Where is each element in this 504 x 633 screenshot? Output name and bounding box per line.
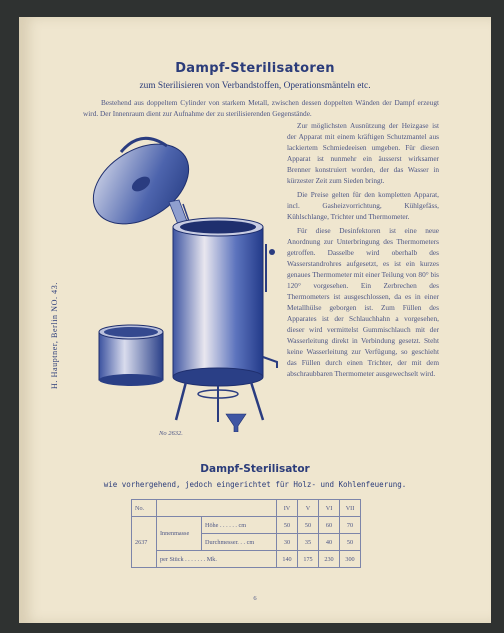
article-number: 2637 [132, 517, 157, 568]
row-label: Höhe . . . . . . cm [202, 517, 277, 534]
table-cell: 40 [319, 534, 340, 551]
column-header: VII [340, 500, 361, 517]
row-label: per Stück . . . . . . . Mk. [157, 551, 277, 568]
description-paragraph: Für diese Desinfektoren ist eine neue Anordnung zur Unterbringung des Thermometers getroffen. Dasselbe wird oberhalb des Wasserstandrohres aufgesetzt, es ist ein kurzes genaues Thermometer mit einer Teilung von 80° bis 120° vorgesehen. Ein Zerbrechen des Thermometers ist ausgeschlossen, da es in einer Metallhülse geborgen ist. Zum Füllen des Apparates ist der Schlauchhahn a vorgesehen, dieser wird vermittelst Gummischlauch mit der Wasserleitung direkt in Verbindung gesetzt. Steht keine Wasserleitung zur Verfügung, so geschieht das Füllen durch einen Trichter, der mit dem abschraubbaren Thermometer ausgewechselt wird. [287, 226, 439, 378]
catalog-page [19, 17, 491, 623]
table-header-row [132, 500, 361, 517]
table-cell: 70 [340, 517, 361, 534]
header-blank [157, 500, 277, 517]
table-cell: 30 [277, 534, 298, 551]
table-cell: 50 [298, 517, 319, 534]
section-title: Dampf-Sterilisator [200, 463, 310, 475]
publisher-side-label: H. Hauptner, Berlin NO. 43. [50, 282, 59, 389]
group-label: Innenmasse [157, 517, 202, 551]
column-header: V [298, 500, 319, 517]
table-cell: 35 [298, 534, 319, 551]
page-subtitle: zum Sterilisieren von Verbandstoffen, Operationsmänteln etc. [139, 81, 371, 91]
column-header: VI [319, 500, 340, 517]
description-column [287, 120, 439, 379]
row-label: Durchmesser. . . cm [202, 534, 277, 551]
table-row [132, 551, 361, 568]
column-header: IV [277, 500, 298, 517]
figure-number: No 2632. [159, 430, 183, 437]
table-cell: 60 [319, 517, 340, 534]
page-title: Dampf-Sterilisatoren [175, 61, 335, 76]
page-number: 6 [253, 595, 257, 602]
table-cell: 140 [277, 551, 298, 568]
sterilizer-illustration [81, 132, 281, 432]
table-row [132, 517, 361, 534]
spec-table [131, 499, 361, 568]
header-no: No. [132, 500, 157, 517]
table-cell: 175 [298, 551, 319, 568]
table-cell: 230 [319, 551, 340, 568]
description-paragraph: Die Preise gelten für den kompletten Apparat, incl. Gasheizvorrichtung, Kühlgefäss, Kühlschlange, Trichter und Thermometer. [287, 190, 439, 221]
table-cell: 50 [277, 517, 298, 534]
description-paragraph: Zur möglichsten Ausnützung der Heizgase ist der Apparat mit einem kräftigen Schutzmantel aus lackiertem Schmiedeeisen umgeben. Für diesen Apparat ist nunmehr ein äusserst wirksamer Brenner konstruiert worden, der das Wasser in kürzester Zeit zum Sieden bringt. [287, 121, 439, 185]
table-cell: 300 [340, 551, 361, 568]
section-subtitle: wie vorhergehend, jedoch eingerichtet für Holz- und Kohlenfeuerung. [103, 480, 407, 489]
intro-paragraph: Bestehend aus doppeltem Cylinder von starkem Metall, zwischen dessen doppelten Wänden der Dampf erzeugt wird. Der Innenraum dient zur Aufnahme der zu sterilisierenden Gegenstände. [83, 98, 439, 118]
table-cell: 50 [340, 534, 361, 551]
